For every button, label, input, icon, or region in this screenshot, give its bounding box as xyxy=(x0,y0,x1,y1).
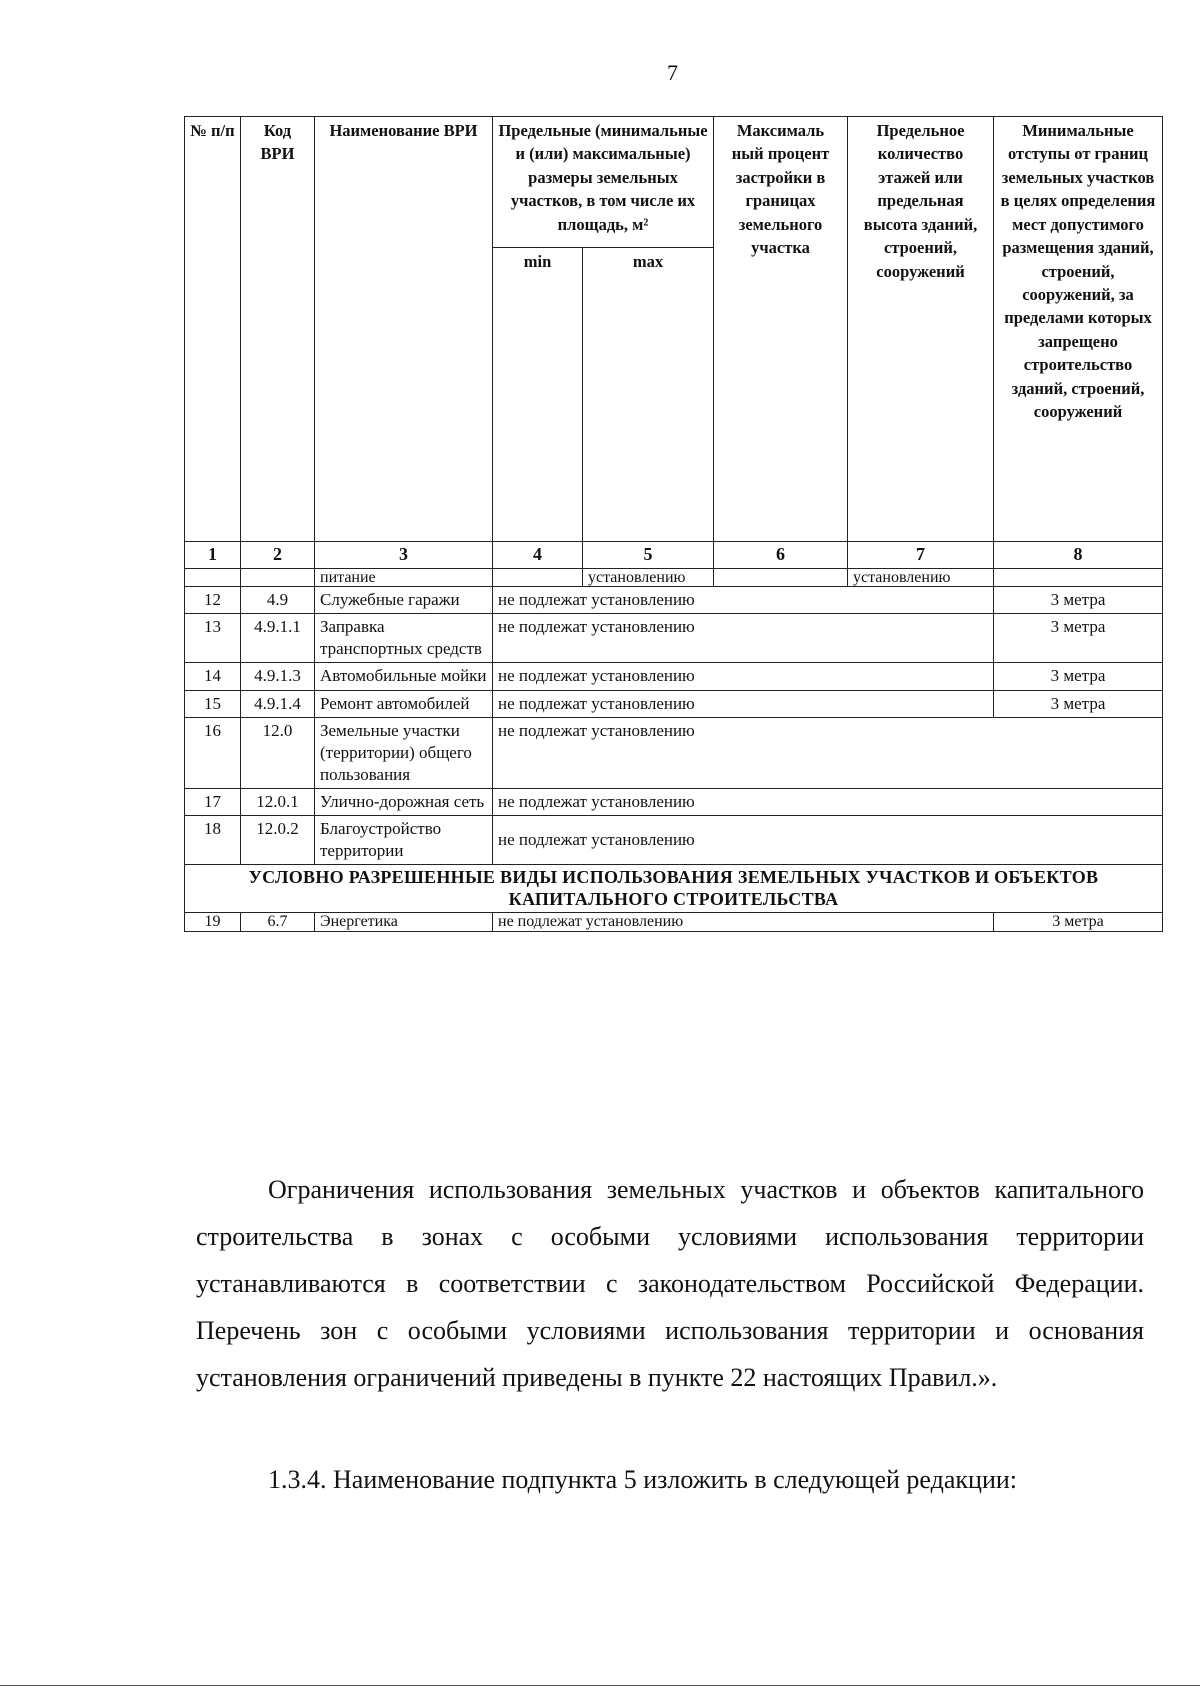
cell-name: Автомобильные мойки xyxy=(315,663,493,690)
cell-max: установлению xyxy=(583,568,714,587)
col-number-3: 3 xyxy=(315,542,493,569)
cell-floors: установлению xyxy=(848,568,994,587)
cell-code: 4.9.1.4 xyxy=(241,690,315,717)
amendment-paragraph: 1.3.4. Наименование подпункта 5 изложить в следующей редакции: xyxy=(268,1465,1017,1494)
header-name: Наименование ВРИ xyxy=(315,117,493,542)
cell-setback: 3 метра xyxy=(994,913,1163,932)
cell-num: 19 xyxy=(185,913,241,932)
cell-limits: не подлежат установлению xyxy=(493,816,1163,865)
cell-code: 12.0 xyxy=(241,717,315,788)
header-max-percent: Максималь ный процент застройки в границах земельного участка xyxy=(714,117,848,542)
cell-setback: 3 метра xyxy=(994,587,1163,614)
cell-limits: не подлежат установлению xyxy=(493,690,994,717)
bottom-divider xyxy=(0,1685,1200,1686)
table-row xyxy=(185,663,1163,690)
header-setbacks: Минимальные отступы от границ земельных участков в целях определения мест допустимого размещения зданий, строений, сооружений, за пределами которых запрещено строительство зданий, строений, сооружений xyxy=(994,117,1163,542)
cell-name: Ремонт автомобилей xyxy=(315,690,493,717)
table-row xyxy=(185,816,1163,865)
header-floors: Предельное количество этажей или предельная высота зданий, строений, сооружений xyxy=(848,117,994,542)
land-use-regulations-table xyxy=(184,116,1163,932)
col-number-7: 7 xyxy=(848,542,994,569)
table-row xyxy=(185,788,1163,815)
cell-num: 14 xyxy=(185,663,241,690)
cell-name: Земельные участки (территории) общего пользования xyxy=(315,717,493,788)
cell-num: 15 xyxy=(185,690,241,717)
cell-code: 6.7 xyxy=(241,913,315,932)
cell-limits: не подлежат установлению xyxy=(493,913,994,932)
cell-num: 18 xyxy=(185,816,241,865)
cell-name: Энергетика xyxy=(315,913,493,932)
col-number-4: 4 xyxy=(493,542,583,569)
cell-setback: 3 метра xyxy=(994,614,1163,663)
col-number-8: 8 xyxy=(994,542,1163,569)
cell-code: 4.9.1.1 xyxy=(241,614,315,663)
section-title-row xyxy=(185,865,1163,913)
col-number-6: 6 xyxy=(714,542,848,569)
table-row xyxy=(185,717,1163,788)
cell-limits: не подлежат установлению xyxy=(493,788,1163,815)
col-number-2: 2 xyxy=(241,542,315,569)
col-number-1: 1 xyxy=(185,542,241,569)
cell-limits: не подлежат установлению xyxy=(493,717,1163,788)
cell-name: питание xyxy=(315,568,493,587)
cell-name: Служебные гаражи xyxy=(315,587,493,614)
cell-name: Благоустройство территории xyxy=(315,816,493,865)
header-limits: Предельные (минимальные и (или) максимальные) размеры земельных участков, в том числе их площадь, м² xyxy=(493,117,714,248)
header-code: Код ВРИ xyxy=(241,117,315,542)
section-title: УСЛОВНО РАЗРЕШЕННЫЕ ВИДЫ ИСПОЛЬЗОВАНИЯ ЗЕМЕЛЬНЫХ УЧАСТКОВ И ОБЪЕКТОВ КАПИТАЛЬНОГО СТРОИТЕЛЬСТВА xyxy=(185,865,1163,913)
cell-num: 16 xyxy=(185,717,241,788)
page-number: 7 xyxy=(667,60,678,85)
table-row xyxy=(185,614,1163,663)
restrictions-paragraph: Ограничения использования земельных участков и объектов капитального строительства в зонах с особыми условиями использования территории устанавливаются в соответствии с законодательством Российской Федерации. Перечень зон с особыми условиями использования территории и основания установления ограничений приведены в пункте 22 настоящих Правил.». xyxy=(196,1175,1144,1392)
cell-code: 4.9 xyxy=(241,587,315,614)
cell-name: Заправка транспортных средств xyxy=(315,614,493,663)
header-max: max xyxy=(583,248,714,542)
cell-name: Улично-дорожная сеть xyxy=(315,788,493,815)
cell-setback: 3 метра xyxy=(994,690,1163,717)
header-row-top xyxy=(185,117,1163,248)
cell-limits: не подлежат установлению xyxy=(493,587,994,614)
column-number-row xyxy=(185,542,1163,569)
cell-num: 13 xyxy=(185,614,241,663)
cell-limits: не подлежат установлению xyxy=(493,614,994,663)
table-row xyxy=(185,587,1163,614)
cell-limits: не подлежат установлению xyxy=(493,663,994,690)
cell-code: 12.0.1 xyxy=(241,788,315,815)
col-number-5: 5 xyxy=(583,542,714,569)
cell-code: 4.9.1.3 xyxy=(241,663,315,690)
continuation-row xyxy=(185,568,1163,587)
header-min: min xyxy=(493,248,583,542)
cell-setback: 3 метра xyxy=(994,663,1163,690)
table-row xyxy=(185,913,1163,932)
cell-code: 12.0.2 xyxy=(241,816,315,865)
table-row xyxy=(185,690,1163,717)
cell-num: 17 xyxy=(185,788,241,815)
header-num: № п/п xyxy=(185,117,241,542)
cell-num: 12 xyxy=(185,587,241,614)
